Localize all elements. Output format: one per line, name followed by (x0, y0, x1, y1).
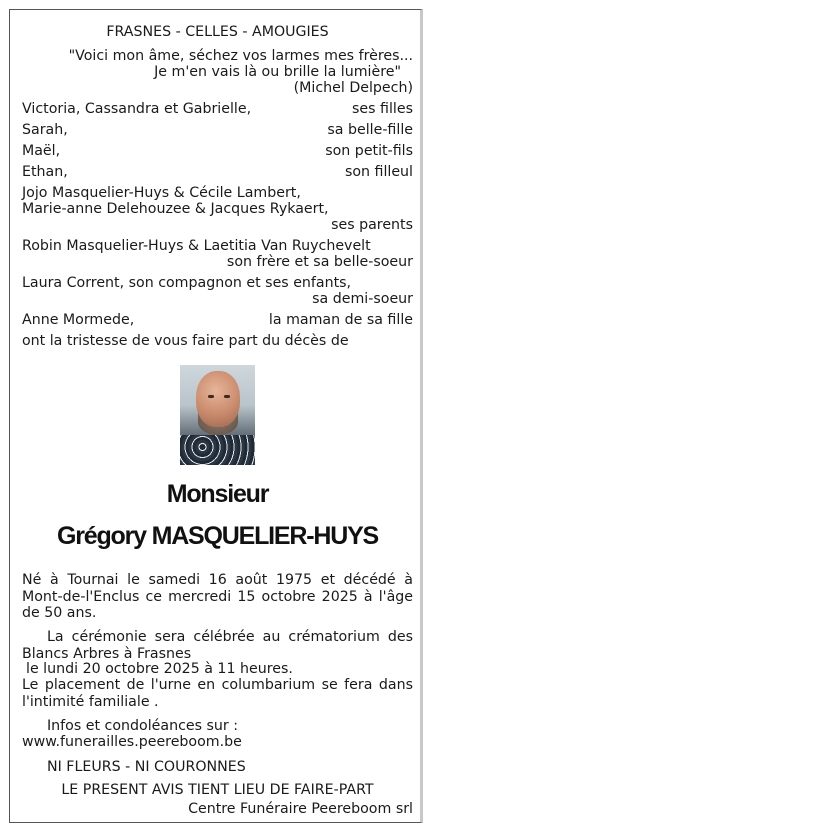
family-names: Sarah, (22, 122, 68, 138)
quote-author: (Michel Delpech) (293, 80, 413, 96)
family-names: Victoria, Cassandra et Gabrielle, (22, 101, 252, 117)
deceased-name: Grégory MASQUELIER-HUYS (56, 522, 379, 550)
family-names: Maël, (22, 143, 61, 159)
obituary-notice (9, 9, 423, 823)
location-header: FRASNES - CELLES - AMOUGIES (106, 24, 329, 40)
family-relation: la maman de sa fille (268, 312, 413, 328)
ceremony-text: La cérémonie sera célébrée au crématorium des Blancs Arbres à Frasnes (22, 629, 413, 662)
family-parents-line-1: Jojo Masquelier-Huys & Cécile Lambert, (22, 185, 301, 201)
funeral-home: Centre Funéraire Peereboom srl (188, 801, 413, 817)
quote-line-1: "Voici mon âme, séchez vos larmes mes frères... (68, 48, 413, 64)
no-flowers-text: NI FLEURS - NI COURONNES (47, 759, 246, 775)
family-names: Anne Mormede, (22, 312, 135, 328)
family-brother-names: Robin Masquelier-Huys & Laetitia Van Ruychevelt (22, 238, 371, 254)
birth-death-text: Né à Tournai le samedi 16 août 1975 et décédé à Mont-de-l'Enclus ce mercredi 15 octobre 2025 à l'âge de 50 ans. (22, 572, 413, 621)
family-half-sister-names: Laura Corrent, son compagnon et ses enfants, (22, 275, 352, 291)
deceased-photo (180, 365, 255, 465)
family-row-grandson (22, 143, 413, 160)
family-names: Ethan, (22, 164, 68, 180)
family-half-sister-relation: sa demi-soeur (312, 291, 413, 307)
announcement-text: ont la tristesse de vous faire part du décès de (22, 333, 349, 349)
family-relation: son petit-fils (325, 143, 413, 159)
family-row-godson (22, 164, 413, 181)
website-link[interactable]: www.funerailles.peereboom.be (22, 734, 242, 750)
family-brother-relation: son frère et sa belle-soeur (226, 254, 413, 270)
photo-eye (208, 395, 214, 398)
photo-head (196, 371, 240, 427)
family-row-daughter-in-law (22, 122, 413, 139)
ceremony-date: le lundi 20 octobre 2025 à 11 heures. (26, 661, 293, 677)
urn-text: Le placement de l'urne en columbarium se fera dans l'intimité familiale . (22, 677, 413, 710)
family-relation: ses filles (352, 101, 413, 117)
family-relation: sa belle-fille (327, 122, 413, 138)
family-parents-relation: ses parents (331, 217, 413, 233)
photo-eye (224, 395, 230, 398)
family-row-daughters (22, 101, 413, 118)
photo-shirt (180, 435, 255, 465)
family-relation: son filleul (344, 164, 413, 180)
quote-line-2: Je m'en vais là ou brille la lumière" (154, 64, 401, 80)
deceased-title: Monsieur (166, 480, 269, 508)
family-parents-line-2: Marie-anne Delehouzee & Jacques Rykaert, (22, 201, 329, 217)
notice-text: LE PRESENT AVIS TIENT LIEU DE FAIRE-PART (61, 782, 374, 798)
family-row-mother-of-daughter (22, 312, 413, 329)
info-label: Infos et condoléances sur : (47, 718, 239, 734)
